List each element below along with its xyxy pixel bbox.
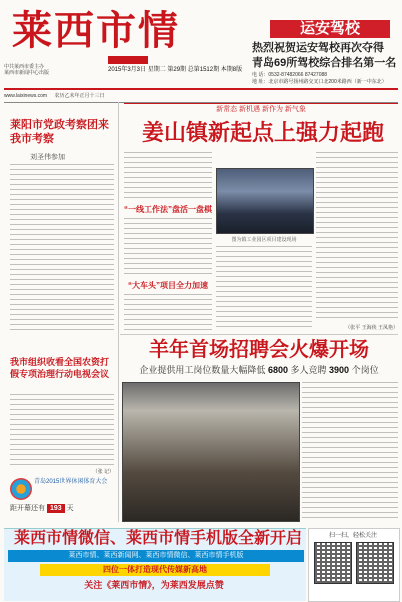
expo-countdown xyxy=(10,502,114,516)
expo-title: 青岛2015世界休闲体育大会 xyxy=(34,479,108,485)
info-site: www.laixinews.com xyxy=(4,93,48,99)
main-story-body-5 xyxy=(316,152,398,320)
ad-line-2: 青岛69所驾校综合排名第一名 xyxy=(252,57,397,69)
main-headline: 姜山镇新起点上强力起跑 xyxy=(141,120,384,145)
lower-story-body xyxy=(302,382,398,520)
column-divider xyxy=(118,102,119,522)
ad-line-1: 热烈祝贺运安驾校再次夺得 xyxy=(252,42,384,54)
left-article-headline: 莱阳市党政考察团来我市考察 xyxy=(10,119,109,145)
left-lower-body xyxy=(10,394,114,466)
expo-logo xyxy=(10,478,32,500)
left-lower-tag: （张 记） xyxy=(92,469,114,475)
left-article-body xyxy=(10,164,114,332)
lower-headline: 羊年首场招聘会火爆开场 xyxy=(149,339,369,361)
ad-phone: 电 话：0532-87482066 87427088 xyxy=(252,72,328,78)
info-bar xyxy=(4,88,398,103)
main-story-photo-caption: 图为镇工业园区项目建设现场 xyxy=(231,237,297,243)
main-story-photo xyxy=(216,168,314,234)
main-story-body-1 xyxy=(124,152,212,202)
issue-total: 总第1512期 xyxy=(187,67,220,73)
left-lower-headline: 我市组织收看全国农资打假专项治理行动电视会议 xyxy=(10,357,110,379)
main-story-body-2 xyxy=(124,218,212,276)
banner-pills: 莱西市情、莱西新闻网、莱西市情微信、莱西市情手机版 xyxy=(8,550,304,562)
banner-title: 莱西市情微信、莱西市情手机版全新开启 xyxy=(13,530,302,547)
ad-title: 运安驾校 xyxy=(270,20,390,38)
expo-countdown-unit: 天 xyxy=(66,505,74,512)
main-story-subhead-1: “一线工作法”盘活一盘棋 xyxy=(124,205,212,214)
main-story-body-3 xyxy=(124,294,212,330)
expo-countdown-days: 193 xyxy=(47,504,65,513)
ad-address: 地 址：北京市路号扬州路交叉口北200米路西（新一中东北） xyxy=(252,79,387,85)
lower-sub-num1: 6800 xyxy=(267,365,288,375)
issue-pages: 本期8版 xyxy=(220,67,243,73)
main-story-byline: （张平 王海侠 王凤艳） xyxy=(345,325,398,331)
lower-sub-mid: 多人竞聘 xyxy=(290,365,327,375)
main-story-body-4 xyxy=(216,246,312,330)
left-article-subline: 刘圣伟参加 xyxy=(30,153,65,161)
lower-sub-prefix: 企业提供用工岗位数量大幅降低 xyxy=(139,365,266,375)
issue-num: 第29期 xyxy=(167,67,187,73)
banner-slogan: 四位一体打造现代传媒新高地 xyxy=(40,564,270,576)
main-story-subhead-2: “大车头”项目全力加速 xyxy=(128,281,208,290)
qr-code-1[interactable] xyxy=(314,542,352,584)
section-divider xyxy=(120,334,398,335)
masthead-stamp xyxy=(108,56,148,64)
publisher-line-2: 莱西市新闻中心出版 xyxy=(4,70,50,76)
lower-sub-suffix: 个岗位 xyxy=(351,365,379,375)
issue-date: 2015年3月3日 星期二 xyxy=(108,67,166,73)
section-bar: 新常态 新机遇 新作为 新气象 xyxy=(124,103,398,116)
lower-sub-num2: 3900 xyxy=(329,365,350,375)
masthead-title: 莱西市情 xyxy=(12,7,180,54)
info-lunar: 农历乙未年正月十三日 xyxy=(54,93,105,99)
expo-countdown-prefix: 距开幕还有 xyxy=(10,505,45,512)
banner-focus: 关注《莱西市情》，为莱西发展点赞 xyxy=(84,580,224,590)
meta-issue xyxy=(108,64,268,76)
qr-caption: 扫一扫，轻松关注 xyxy=(328,533,377,539)
qr-code-2[interactable] xyxy=(356,542,394,584)
publisher-line: 中共莱西市委主办 xyxy=(4,64,45,70)
lower-subheadline xyxy=(120,363,398,377)
job-fair-photo xyxy=(122,382,300,522)
